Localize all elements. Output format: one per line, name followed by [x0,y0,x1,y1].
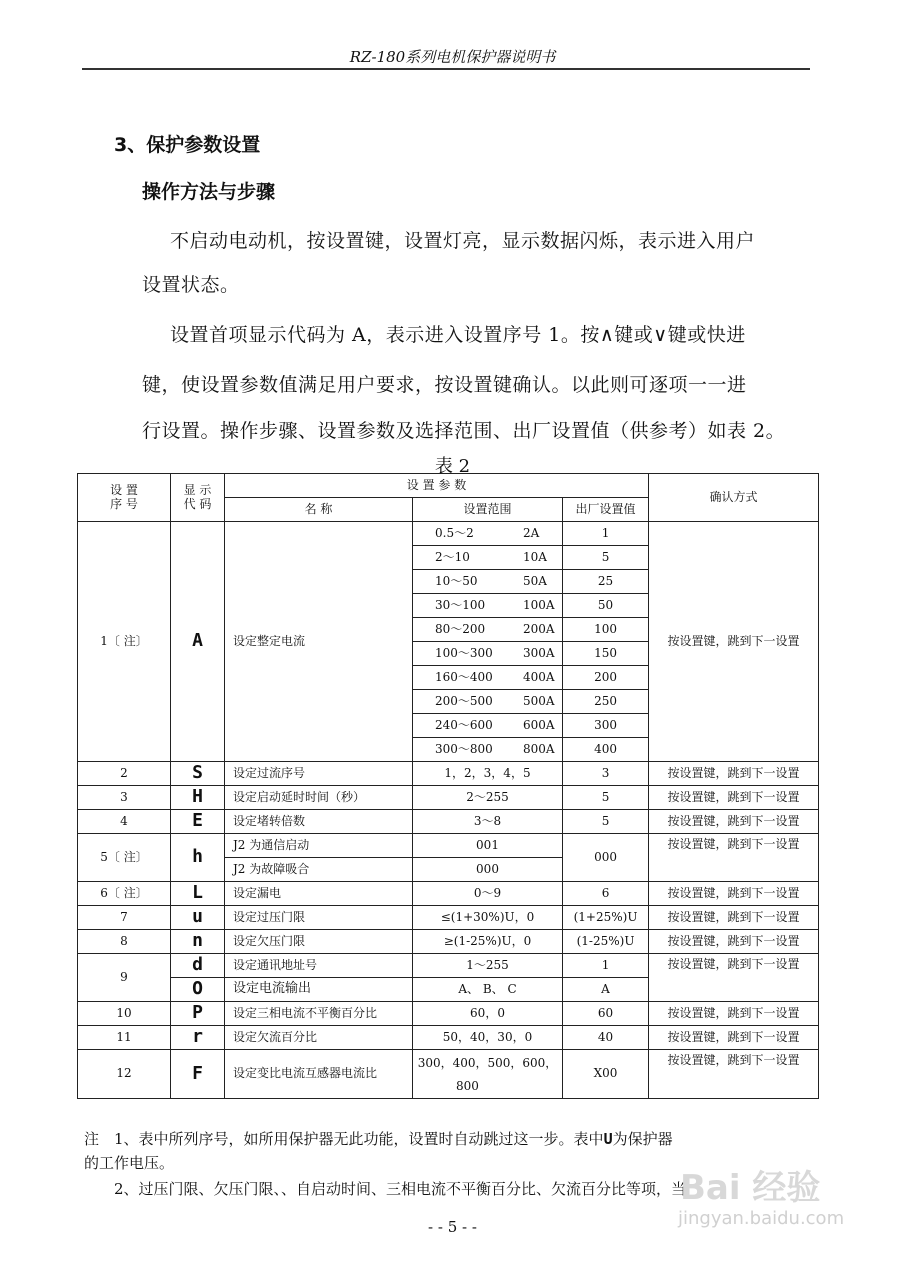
header-params: 设 置 参 数 [225,474,649,498]
param-name: 设定三相电流不平衡百分比 [225,1002,413,1026]
param-name: 设定整定电流 [225,522,413,762]
factory-cell: X00 [563,1050,649,1099]
factory-cell: (1-25%)U [563,930,649,954]
display-code: h [171,834,225,882]
note-text: 注 1、表中所列序号，如所用保护器无此功能，设置时自动跳过这一步。表中 [84,1130,604,1148]
header-range: 设置范围 [413,498,563,522]
display-code: A [171,522,225,762]
factory-cell: 40 [563,1026,649,1050]
range-cell: 3～8 [413,810,563,834]
range-cell: 001 [413,834,563,858]
confirm-cell: 按设置键，跳到下一设置 [649,810,819,834]
seq-cell: 1〔 注〕 [78,522,171,762]
factory-cell: 6 [563,882,649,906]
table-row [78,1026,819,1050]
param-name: 设定过流序号 [225,762,413,786]
seq-cell: 6〔 注〕 [78,882,171,906]
factory-cell: 100 [563,618,649,642]
factory-cell: 300 [563,714,649,738]
range-cell: A、 B、 C [413,978,563,1002]
range-cell: 0.5～2 2A [413,522,563,546]
page-number: - - 5 - - [428,1218,477,1236]
param-name: 设定欠流百分比 [225,1026,413,1050]
paragraph-line: 行设置。操作步骤、设置参数及选择范围、出厂设置值（供参考）如表 2。 [142,420,786,442]
watermark-url: jingyan.baidu.com [678,1208,845,1229]
display-code: u [171,906,225,930]
factory-cell: 5 [563,546,649,570]
display-code: F [171,1050,225,1099]
factory-cell: 1 [563,522,649,546]
table-header-row [78,474,819,498]
header-confirm: 确认方式 [649,474,819,522]
table-row [78,762,819,786]
param-name: 设定变比电流互感器电流比 [225,1050,413,1099]
factory-cell: 5 [563,786,649,810]
confirm-cell: 按设置键，跳到下一设置 [649,786,819,810]
range-cell: ≥(1-25%)U，0 [413,930,563,954]
factory-cell: 5 [563,810,649,834]
range-cell: 0～9 [413,882,563,906]
confirm-cell: 按设置键，跳到下一设置 [649,834,819,882]
confirm-cell: 按设置键，跳到下一设置 [649,1002,819,1026]
range-cell: 100～300 300A [413,642,563,666]
factory-cell: 25 [563,570,649,594]
section-title: 3、保护参数设置 [114,134,261,156]
confirm-cell: 按设置键，跳到下一设置 [649,762,819,786]
seq-cell: 9 [78,954,171,1002]
param-name: 设定欠压门限 [225,930,413,954]
factory-cell: 250 [563,690,649,714]
factory-cell: A [563,978,649,1002]
display-code: n [171,930,225,954]
seq-cell: 3 [78,786,171,810]
page-header: RZ-180系列电机保护器说明书 [349,48,556,66]
header-code: 显 示 代 码 [171,474,225,522]
paragraph-line: 不启动电动机，按设置键，设置灯亮，显示数据闪烁，表示进入用户 [170,230,756,252]
display-code: d [171,954,225,978]
factory-cell: 50 [563,594,649,618]
seq-cell: 8 [78,930,171,954]
range-cell: 1，2，3，4，5 [413,762,563,786]
range-cell: 1～255 [413,954,563,978]
table-row [78,786,819,810]
table-row [78,954,819,978]
range-cell: ≤(1+30%)U，0 [413,906,563,930]
settings-table [77,473,819,1099]
confirm-cell: 按设置键，跳到下一设置 [649,1026,819,1050]
factory-cell: 60 [563,1002,649,1026]
paragraph-line: 设置状态。 [142,274,240,296]
paragraph-line: 设置首项显示代码为 A，表示进入设置序号 1。按∧键或∨键或快进 [170,324,746,346]
display-code: r [171,1026,225,1050]
header-rule [82,68,810,70]
range-cell: 10～50 50A [413,570,563,594]
seq-cell: 4 [78,810,171,834]
range-cell: 300～800 800A [413,738,563,762]
range-cell: 000 [413,858,563,882]
factory-cell: 3 [563,762,649,786]
table-row [78,810,819,834]
table-row [78,522,819,546]
header-factory: 出厂设置值 [563,498,649,522]
param-name: J2 为通信启动 [225,834,413,858]
param-name: 设定漏电 [225,882,413,906]
range-cell: 2～255 [413,786,563,810]
range-cell: 160～400 400A [413,666,563,690]
table-row [78,930,819,954]
seq-cell: 11 [78,1026,171,1050]
param-name: 设定启动延时时间（秒） [225,786,413,810]
header-seq: 设 置 序 号 [78,474,171,522]
seq-cell: 12 [78,1050,171,1099]
param-name: 设定过压门限 [225,906,413,930]
note-text: 为保护器 [612,1130,673,1148]
confirm-cell: 按设置键，跳到下一设置 [649,930,819,954]
factory-cell: 000 [563,834,649,882]
param-name: 设定堵转倍数 [225,810,413,834]
watermark-logo: Bai 经验 [680,1168,821,1208]
display-code: P [171,1002,225,1026]
table-caption: 表 2 [434,456,471,477]
table-row [78,1050,819,1099]
display-code: S [171,762,225,786]
paragraph-line: 键，使设置参数值满足用户要求，按设置键确认。以此则可逐项一一进 [142,374,747,396]
range-cell: 80～200 200A [413,618,563,642]
seq-cell: 7 [78,906,171,930]
confirm-cell: 按设置键，跳到下一设置 [649,906,819,930]
confirm-cell: 按设置键，跳到下一设置 [649,882,819,906]
seq-cell: 2 [78,762,171,786]
display-code: O [171,978,225,1002]
table-note-2: 2、过压门限、欠压门限、、自启动时间、三相电流不平衡百分比、欠流百分比等项，当 [114,1180,687,1198]
table-row [78,882,819,906]
param-name: 设定电流输出 [225,978,413,1002]
factory-cell: 1 [563,954,649,978]
confirm-cell: 按设置键，跳到下一设置 [649,522,819,762]
range-cell: 240～600 600A [413,714,563,738]
display-code: H [171,786,225,810]
table-note-1-cont: 的工作电压。 [84,1154,175,1172]
table-row [78,834,819,858]
table-note-1 [84,1128,673,1149]
confirm-cell: 按设置键，跳到下一设置 [649,1050,819,1099]
param-name: J2 为故障吸合 [225,858,413,882]
confirm-cell: 按设置键，跳到下一设置 [649,954,819,1002]
seq-cell: 10 [78,1002,171,1026]
display-code: E [171,810,225,834]
display-code-u: U [603,1130,613,1148]
factory-cell: (1+25%)U [563,906,649,930]
factory-cell: 400 [563,738,649,762]
range-cell: 300，400，500，600， 800 [413,1050,563,1099]
range-cell: 60，0 [413,1002,563,1026]
table-row [78,1002,819,1026]
header-name: 名 称 [225,498,413,522]
table-row [78,906,819,930]
range-cell: 200～500 500A [413,690,563,714]
factory-cell: 150 [563,642,649,666]
range-cell: 2～10 10A [413,546,563,570]
display-code: L [171,882,225,906]
seq-cell: 5〔 注〕 [78,834,171,882]
subsection-title: 操作方法与步骤 [142,181,276,203]
factory-cell: 200 [563,666,649,690]
range-cell: 30～100 100A [413,594,563,618]
param-name: 设定通讯地址号 [225,954,413,978]
range-cell: 50，40，30，0 [413,1026,563,1050]
